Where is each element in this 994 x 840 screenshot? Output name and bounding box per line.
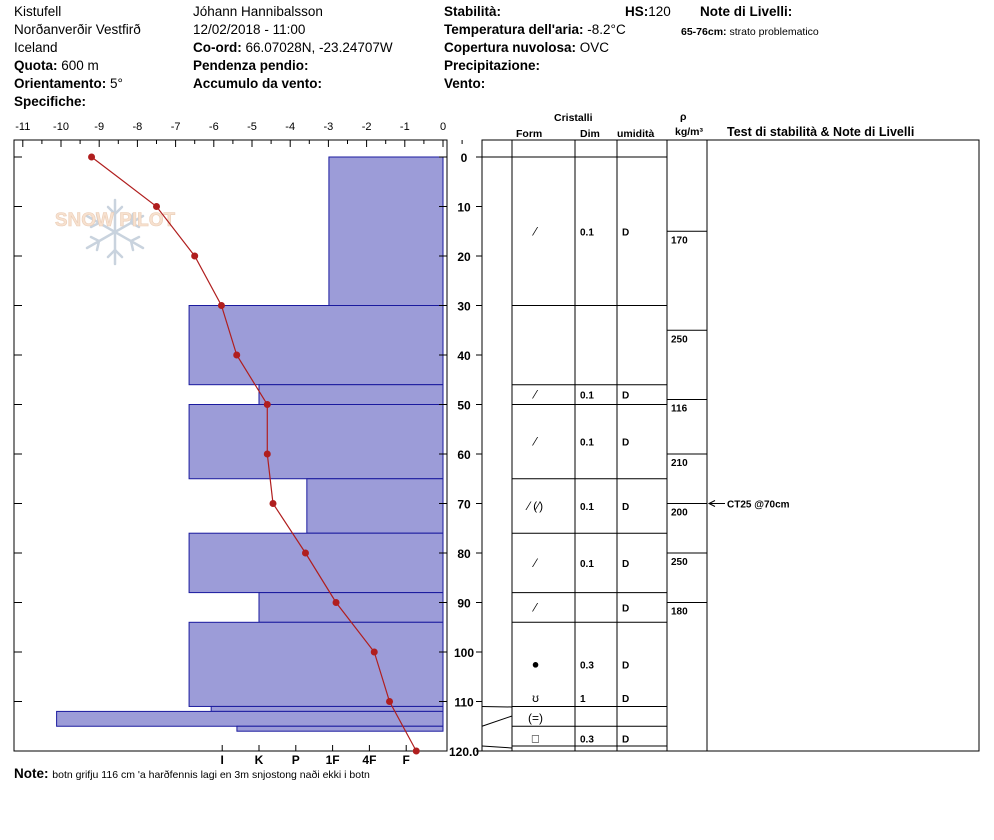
temperature-point — [371, 649, 378, 656]
grain-humidity: D — [622, 437, 630, 449]
observer-name: Jóhann Hannibalsson — [193, 4, 323, 19]
grain-form: ● — [531, 656, 540, 672]
footer-note — [14, 766, 370, 783]
snowpilot-logo-text: SNOW PILOT — [54, 210, 176, 231]
temperature-tick-label: -11 — [15, 121, 31, 133]
grain-size: 1 — [580, 694, 586, 705]
density-value: 250 — [671, 557, 688, 568]
temperature-tick-label: -3 — [323, 121, 334, 133]
hardness-tick-label: P — [291, 753, 300, 767]
country-name: Iceland — [14, 40, 58, 55]
depth-tick-label: 110 — [454, 695, 474, 710]
density-unit-header: kg/m³ — [675, 126, 704, 138]
temperature-tick-label: -9 — [94, 121, 105, 133]
temperature-point — [413, 748, 420, 755]
hardness-bar — [259, 593, 443, 623]
coordinates-label: Co-ord: — [193, 40, 242, 55]
altitude-label: Quota: — [14, 58, 58, 73]
note-text: botn grifju 116 cm 'a harðfennis lagi en 3m snjostong naði ekki i botn — [52, 769, 370, 781]
layer-note-text: strato problematico — [729, 26, 819, 38]
temperature-tick-label: -1 — [399, 121, 410, 133]
hardness-tick-label: F — [402, 753, 410, 767]
depth-tick-label: 30 — [457, 299, 471, 314]
density-value: 116 — [671, 403, 688, 415]
depth-tick-label: 0 — [460, 151, 468, 165]
grain-size: 0.1 — [580, 501, 594, 513]
sky-label: Copertura nuvolosa: — [444, 40, 577, 55]
hardness-bar — [189, 533, 443, 592]
grain-form: ⁄ — [534, 434, 537, 449]
grain-form: (=) — [528, 711, 543, 725]
depth-tick-label: 60 — [457, 448, 471, 462]
location-name: Kistufell — [14, 4, 62, 19]
coordinates-value: 66.07028N, -23.24707W — [245, 40, 393, 55]
stability-notes-header: Test di stabilità & Note di Livelli — [727, 125, 915, 139]
temperature-tick-label: -7 — [170, 121, 181, 133]
specifics-label: Specifiche: — [14, 94, 87, 109]
depth-tick-label: 40 — [457, 349, 471, 363]
altitude-value: 600 m — [61, 58, 99, 73]
hardness-tick-label: 4F — [362, 753, 377, 767]
temperature-point — [264, 401, 271, 408]
temperature-point — [218, 302, 225, 309]
precip-label: Precipitazione: — [444, 58, 541, 73]
depth-tick-label: 50 — [457, 398, 471, 413]
depth-tick-label: 70 — [457, 497, 471, 512]
hardness-bar — [211, 706, 443, 711]
layer-note-depth: 65-76cm: — [681, 26, 727, 38]
hs-label: HS: — [625, 4, 649, 19]
hardness-tick-label: 1F — [325, 753, 340, 767]
grain-humidity: D — [622, 603, 630, 615]
grain-size: 0.1 — [580, 437, 594, 449]
grain-humidity: D — [622, 734, 630, 746]
depth-tick-label: 20 — [457, 250, 471, 264]
layer-connector-line — [482, 706, 512, 707]
depth-tick-label: 10 — [457, 200, 471, 215]
grain-form: ⁄ — [534, 224, 537, 239]
temperature-tick-label: -8 — [132, 121, 143, 133]
hardness-tick-label: I — [220, 753, 224, 767]
table-frame — [482, 140, 979, 751]
note-label: Note: — [14, 766, 49, 781]
aspect-label: Orientamento: — [14, 76, 107, 91]
grain-size: 0.1 — [580, 390, 594, 402]
layer-notes-label: Note di Livelli: — [700, 4, 793, 19]
hardness-bar — [329, 157, 443, 306]
temperature-point — [264, 451, 271, 458]
grain-form: ⁄ (⁄) — [527, 498, 544, 513]
hardness-bar — [307, 479, 443, 533]
aspect-value: 5° — [110, 76, 123, 91]
hardness-bar — [237, 726, 443, 731]
temperature-point — [233, 352, 240, 359]
hardness-tick-label: K — [254, 753, 264, 767]
grain-form: □ — [531, 731, 540, 746]
grain-size: 0.1 — [580, 558, 594, 570]
temperature-tick-label: -2 — [361, 121, 372, 133]
grain-humidity: D — [622, 660, 630, 672]
temperature-point — [88, 154, 95, 161]
hardness-bar — [259, 385, 443, 405]
layer-connector-line — [482, 746, 512, 748]
grain-humidity: D — [622, 390, 630, 402]
grain-humidity: D — [622, 227, 630, 239]
humidity-header: umidità — [617, 128, 655, 140]
temperature-tick-label: -6 — [208, 121, 219, 133]
hardness-bar — [189, 622, 443, 706]
grain-humidity: D — [622, 558, 630, 570]
grain-form: ⁄ — [534, 600, 537, 615]
temperature-tick-label: -10 — [53, 121, 69, 133]
temperature-tick-label: -5 — [247, 121, 257, 133]
temperature-point — [386, 698, 393, 705]
crystals-header: Cristalli — [554, 112, 593, 124]
temperature-point — [333, 599, 340, 606]
air-temp-value: -8.2°C — [587, 22, 626, 37]
temperature-point — [191, 253, 198, 260]
temperature-point — [270, 500, 277, 507]
depth-tick-label: 120.0 — [448, 745, 480, 759]
density-value: 170 — [671, 235, 688, 247]
wind-label: Vento: — [444, 76, 486, 91]
observation-datetime: 12/02/2018 - 11:00 — [193, 22, 306, 37]
form-header: Form — [516, 128, 543, 140]
layer-connector-line — [482, 716, 512, 726]
slope-label: Pendenza pendio: — [193, 58, 309, 73]
hardness-bar — [189, 405, 443, 479]
density-value: 200 — [671, 507, 688, 519]
temperature-point — [302, 550, 309, 557]
density-value: 210 — [671, 458, 688, 469]
hs-value: 120 — [648, 4, 671, 19]
sky-value: OVC — [579, 40, 610, 55]
temperature-tick-label: -4 — [285, 121, 296, 133]
rho-header: ρ — [680, 111, 687, 123]
grain-size: 0.3 — [580, 734, 594, 746]
hardness-bar — [57, 711, 443, 726]
grain-size: 0.3 — [580, 660, 594, 672]
grain-form: ⁄ — [534, 555, 537, 570]
depth-tick-label: 80 — [457, 547, 471, 561]
dim-header: Dim — [580, 128, 600, 140]
temperature-tick-label: 0 — [439, 121, 447, 133]
grain-form: ⁄ — [534, 387, 537, 402]
region-name: Norðanverðir Vestfirð — [14, 22, 141, 37]
grain-humidity: D — [622, 694, 630, 705]
grain-size: 0.1 — [580, 227, 594, 239]
grain-humidity: D — [622, 501, 630, 513]
depth-tick-label: 100 — [453, 646, 475, 660]
hardness-bar — [189, 306, 443, 385]
depth-tick-label: 90 — [457, 596, 471, 611]
grain-form: ʊ — [532, 691, 539, 705]
wind-loading-label: Accumulo da vento: — [193, 76, 323, 91]
density-value: 180 — [671, 606, 688, 618]
air-temp-label: Temperatura dell'aria: — [444, 22, 584, 37]
density-value: 250 — [671, 334, 688, 346]
stability-label: Stabilità: — [444, 4, 502, 19]
temperature-point — [153, 203, 160, 210]
stability-test-label: CT25 @70cm — [727, 499, 790, 511]
